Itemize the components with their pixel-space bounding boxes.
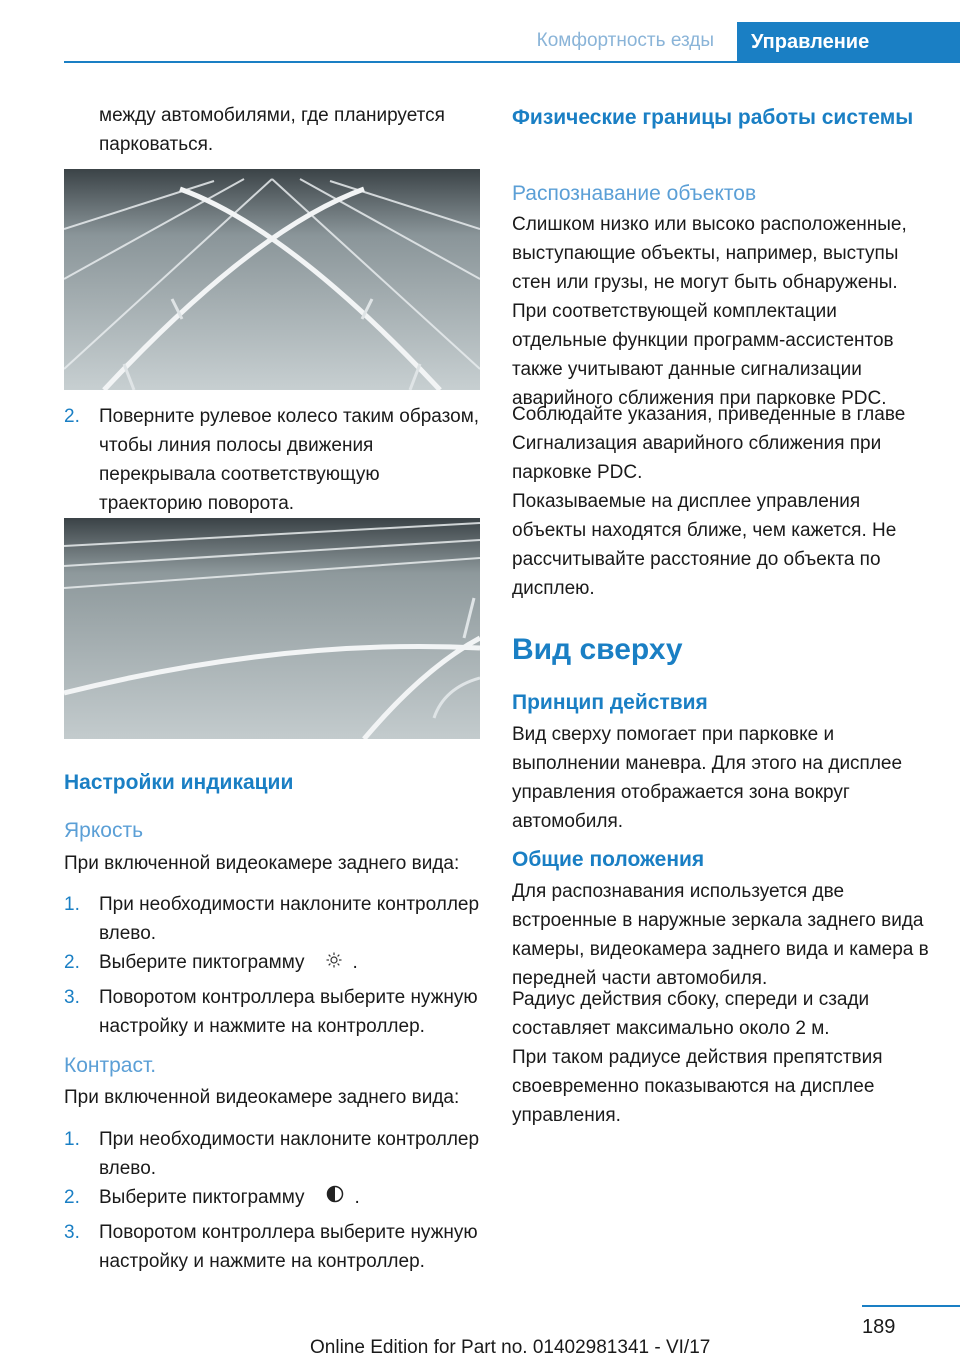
step-text: Поворотом контроллера выберите нужную настройку и нажмите на контроллер. xyxy=(99,987,478,1037)
overlap-illustration xyxy=(64,518,480,739)
step-text: Выберите пиктограмму xyxy=(99,952,305,973)
step-number: 3. xyxy=(64,987,80,1008)
paragraph-detection-3: Соблюдайте указания, приведенные в главе Сигнализация аварийного сближения при парковке PDC. xyxy=(512,404,906,483)
heading-principle: Принцип действия xyxy=(512,691,708,714)
footer-edition: Online Edition for Part no. 01402981341 - VI/17 xyxy=(310,1337,711,1358)
heading-general: Общие положения xyxy=(512,848,705,871)
step-text-with-icon xyxy=(99,948,480,977)
step-number: 1. xyxy=(64,1129,80,1150)
paragraph-detection-2: При соответствующей комплектации отдельные функции программ-ассистентов также учитывают данные сигнализации аварийного сближения при парковке PDC. xyxy=(512,301,894,409)
paragraph-general-2: Радиус действия сбоку, спереди и сзади составляет максимально около 2 м. xyxy=(512,989,870,1039)
header-tab[interactable]: Управление xyxy=(737,22,960,63)
step-number: 2. xyxy=(64,1187,80,1208)
heading-display-settings: Настройки индикации xyxy=(64,771,294,794)
paragraph-detection-4: Показываемые на дисплее управления объекты находятся ближе, чем кажется. Не рассчитывайте расстояние до объекта по дисплею. xyxy=(512,491,897,599)
step-number: 2. xyxy=(64,406,80,427)
heading-contrast: Контраст. xyxy=(64,1054,157,1077)
brightness-intro: При включенной видеокамере заднего вида: xyxy=(64,853,460,874)
contrast-icon xyxy=(326,1183,344,1212)
step-number: 3. xyxy=(64,1222,80,1243)
step-text: При необходимости наклоните контроллер влево. xyxy=(99,1129,480,1179)
heading-top-view: Вид сверху xyxy=(512,633,683,666)
trajectory-illustration xyxy=(64,169,480,390)
period: . xyxy=(354,1187,360,1208)
step-text: Выберите пиктограмму xyxy=(99,1187,305,1208)
step-text: Поверните рулевое колесо таким образом, чтобы линия полосы движения перекрывала соответствующую траекторию поворота. xyxy=(99,406,480,514)
step-text: Поворотом контроллера выберите нужную настройку и нажмите на контроллер. xyxy=(99,1222,478,1272)
intro-text: между автомобилями, где планируется парковаться. xyxy=(99,105,445,155)
sun-icon xyxy=(326,948,342,977)
header-section-title: Комфортность езды xyxy=(536,30,714,51)
contrast-intro: При включенной видеокамере заднего вида: xyxy=(64,1087,460,1108)
heading-object-detection: Распознавание объектов xyxy=(512,182,757,205)
page-number: 189 xyxy=(862,1316,896,1338)
heading-system-limits: Физические границы работы системы xyxy=(512,106,914,129)
paragraph-general-1: Для распознавания используется две встроенные в наружные зеркала заднего вида камеры, видеокамера заднего вида и камера в передней части автомобиля. xyxy=(512,881,929,989)
step-number: 1. xyxy=(64,894,80,915)
period: . xyxy=(352,952,358,973)
camera-image-overlap xyxy=(64,518,480,739)
footer-rule xyxy=(862,1305,960,1307)
step-text: При необходимости наклоните контроллер влево. xyxy=(99,894,480,944)
paragraph-general-3: При таком радиусе действия препятствия своевременно показываются на дисплее управления. xyxy=(512,1047,883,1126)
heading-brightness: Яркость xyxy=(64,819,144,842)
step-number: 2. xyxy=(64,952,80,973)
paragraph-principle: Вид сверху помогает при парковке и выполнении маневра. Для этого на дисплее управления отображается зона вокруг автомобиля. xyxy=(512,724,903,832)
paragraph-detection-1: Слишком низко или высоко расположенные, выступающие объекты, например, выступы стен или грузы, не могут быть обнаружены. xyxy=(512,214,907,293)
camera-image-trajectory xyxy=(64,169,480,390)
header-rule xyxy=(64,61,960,63)
step-text-with-icon xyxy=(99,1183,480,1212)
